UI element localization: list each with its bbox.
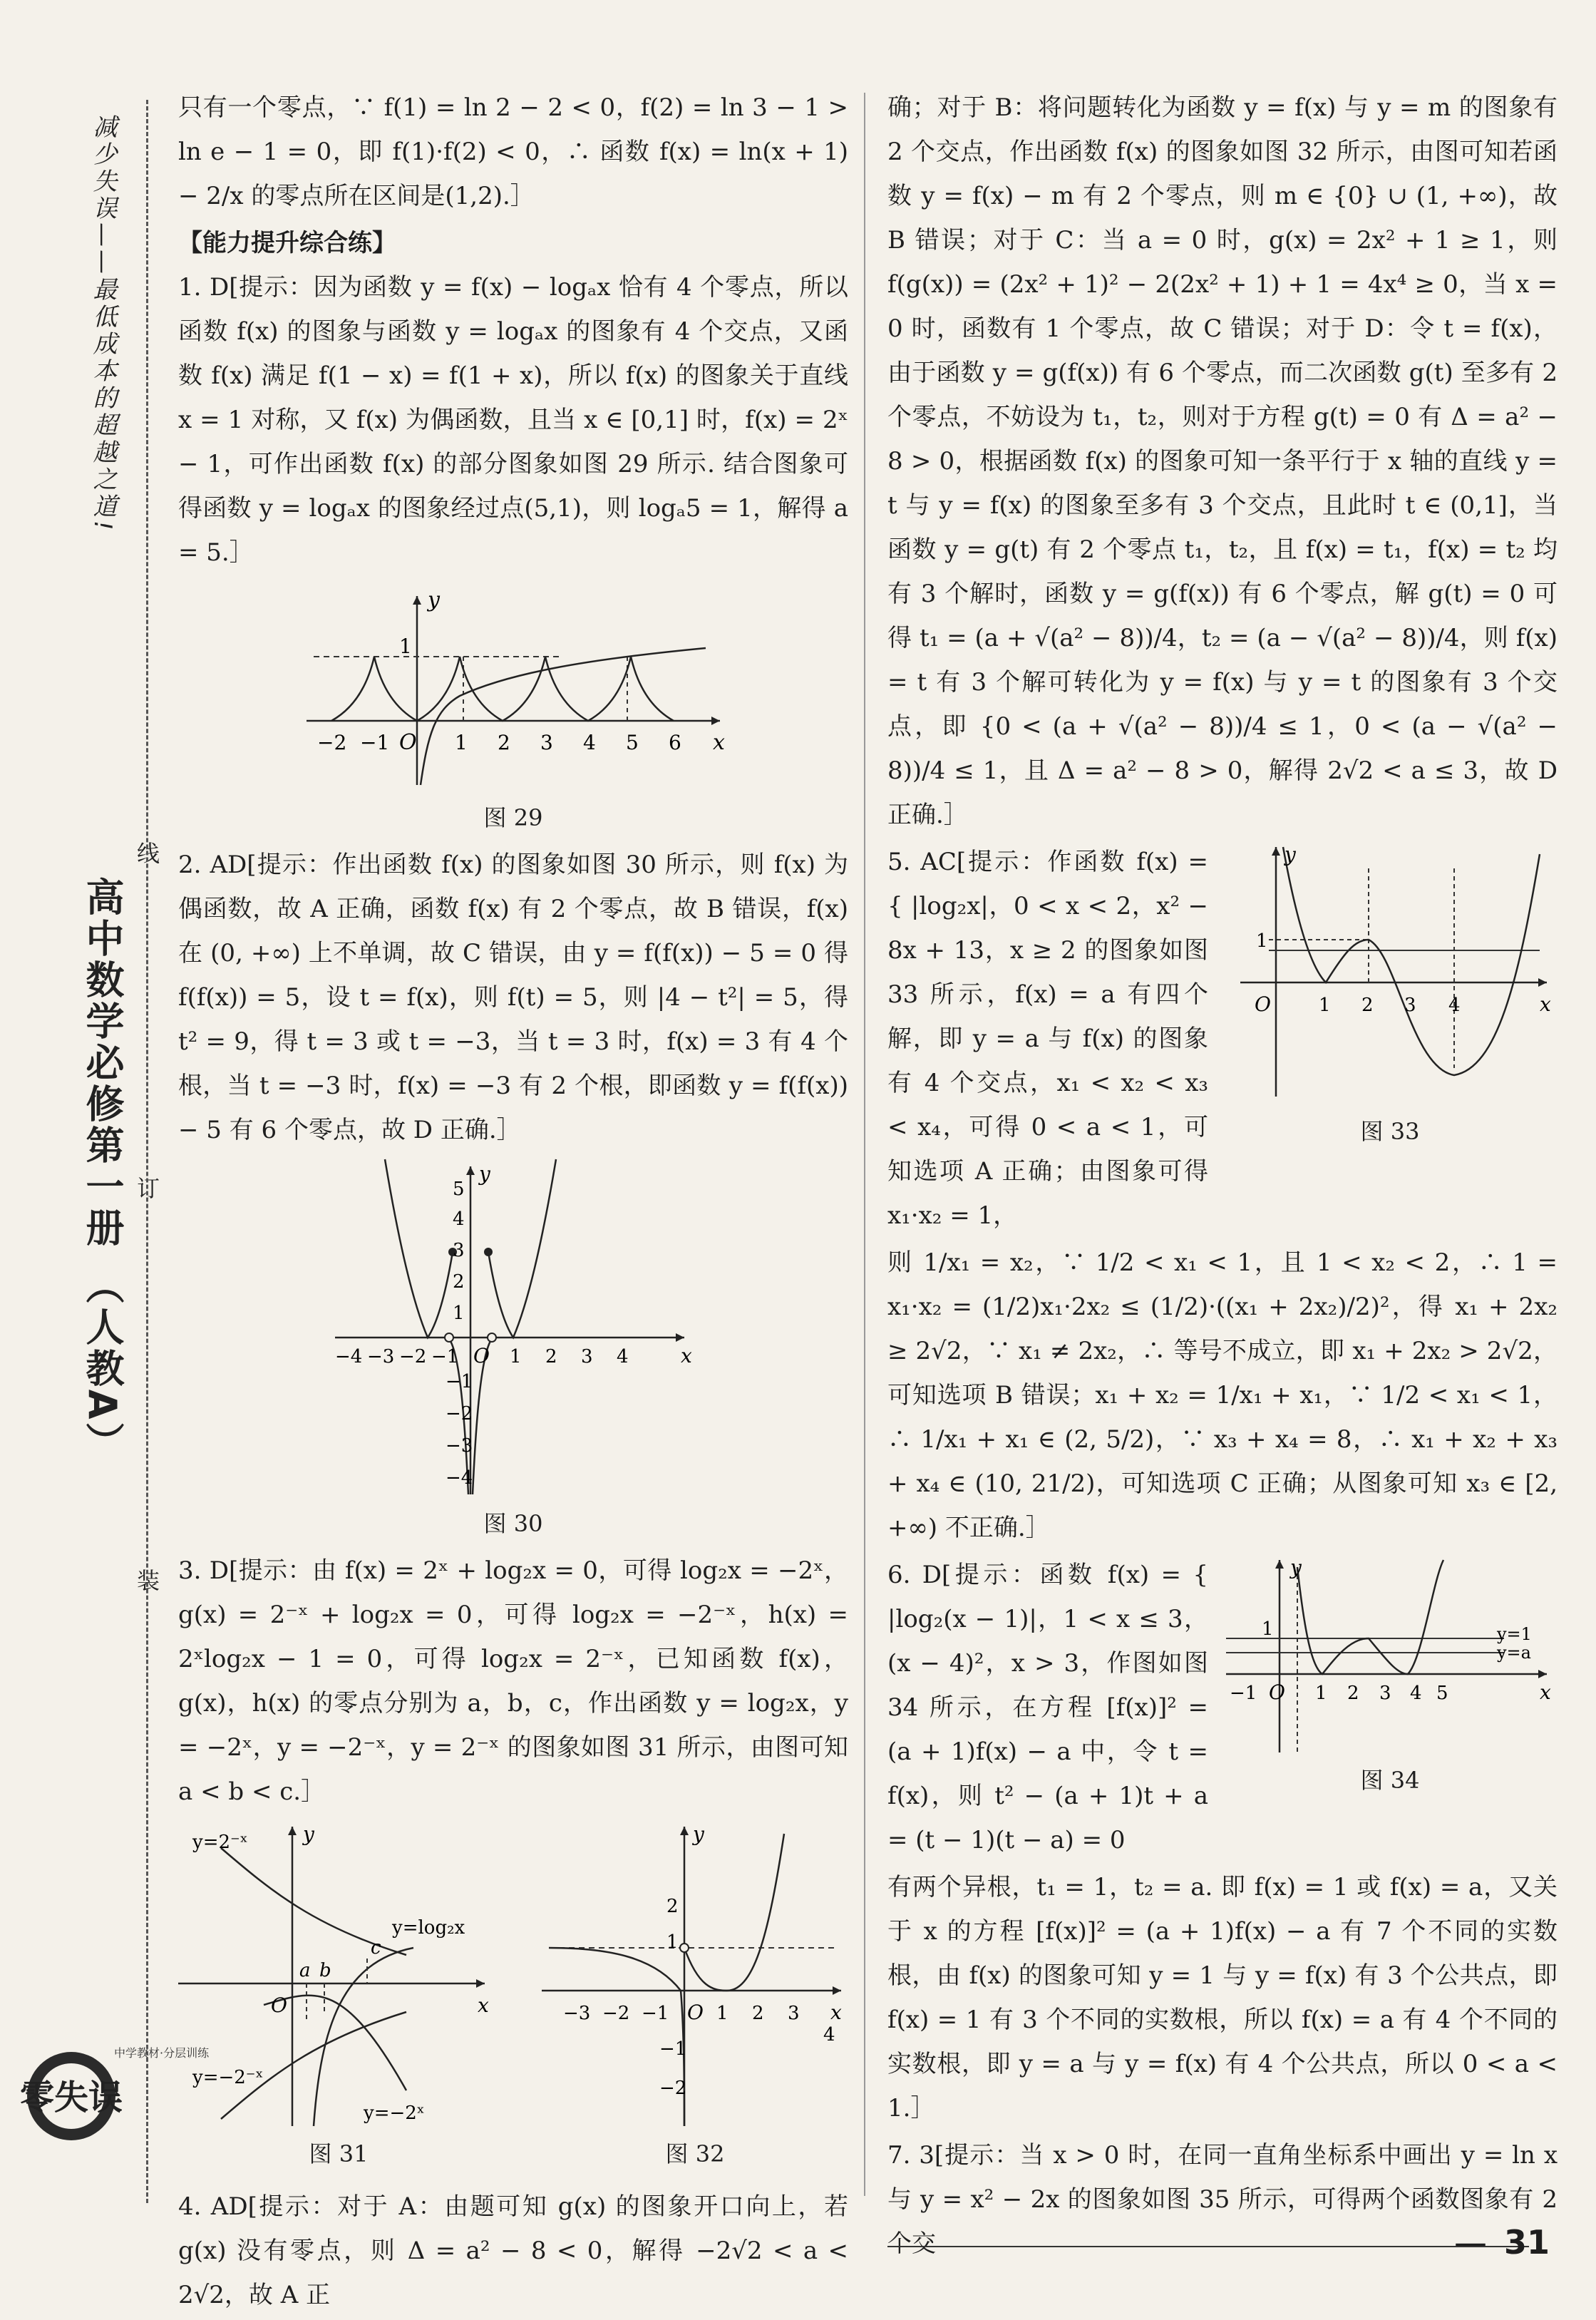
fig32-xtick: 4: [823, 2024, 835, 2046]
figure-29: [178, 582, 848, 796]
fig33-y: y: [1284, 843, 1296, 866]
fig31-label2: y=log₂x: [392, 1917, 465, 1939]
figure-33: [1222, 840, 1558, 1156]
answer-5b: 则 1/x₁ = x₂，∵ 1/2 < x₁ < 1，且 1 < x₂ < 2，∴ 1 = x₁·x₂ = (1/2)x₁·2x₂ ≤ (1/2)·((x₁ + 2x₂)/2)²，得 x₁ + 2x₂ ≥ 2√2，∵ x₁ ≠ 2x₂，∴ 等号不成立，即 x₁ + 2x₂ > 2√2，可知选项 B 错误；x₁ + x₂ = 1/x₁ + x₁，∵ 1/2 < x₁ < 1，∴ 1/x₁ + x₁ ∈ (2, 5/2)，∵ x₃ + x₄ = 8，∴ x₁ + x₂ + x₃ + x₄ ∈ (10, 21/2)，可知选项 C 正确；从图象可知 x₃ ∈ [2, +∞) 不正确.］: [887, 1248, 1558, 1542]
fig32-xtick: 1: [716, 2003, 729, 2024]
fig32-o: O: [687, 2001, 704, 2024]
fig31-y: y: [303, 1822, 314, 1846]
fig32-ytick: −1: [659, 2038, 687, 2060]
fig34-y: y: [1290, 1556, 1302, 1579]
fig30-xtick: 3: [581, 1346, 593, 1367]
right-column: [887, 86, 1558, 2269]
book-title: 高中数学必修第一册 （人教A）: [80, 877, 125, 1464]
fig34-label-ya: y=a: [1497, 1643, 1531, 1663]
fig34-tick: 3: [1379, 1683, 1391, 1704]
logo-sub: 中学教材·分层训练: [114, 2046, 210, 2060]
figure-30-graph: [328, 1159, 699, 1502]
binding-margin: [0, 0, 171, 2289]
fig32-ytick: 1: [666, 1931, 679, 1953]
fig32-x: x: [830, 2001, 842, 2024]
binding-dashed-line: [146, 100, 148, 2203]
fig32-xtick: −3: [563, 2003, 591, 2024]
page-number: 31: [1504, 2223, 1550, 2262]
right-p0: 确；对于 B：将问题转化为函数 y = f(x) 与 y = m 的图象有 2 个交点，作出函数 f(x) 的图象如图 32 所示，由图可知若函数 y = f(x) − m 有 2 个零点，则 m ∈ {0} ∪ (1, +∞)，故 B 错误；对于 C：当 a = 0 时，g(x) = 2x² + 1 ≥ 1，则 f(g(x)) = (2x² + 1)² − 2(2x² + 1) + 1 = 4x⁴ ≥ 0，当 x = 0 时，函数有 1 个零点，故 C 错误；对于 D：令 t = f(x)，由于函数 y = g(f(x)) 有 6 个零点，而二次函数 g(t) 至多有 2 个零点，不妨设为 t₁，t₂，则对于方程 g(t) = 0 有 Δ = a² − 8 > 0，根据函数 f(x) 的图象可知一条平行于 x 轴的直线 y = t 与 y = f(x) 的图象至多有 3 个交点，且此时 t ∈ (0,1]，当函数 y = g(t) 有 2 个零点 t₁，t₂，且 f(x) = t₁，f(x) = t₂ 均有 3 个解时，函数 y = g(f(x)) 有 6 个零点，解 g(t) = 0 可得 t₁ = (a + √(a² − 8))/4，t₂ = (a − √(a² − 8))/4，则 f(x) = t 有 3 个解可转化为 y = f(x) 与 y = t 的图象有 3 个交点，即 {0 < (a + √(a² − 8))/4 ≤ 1，0 < (a − √(a² − 8))/4 ≤ 1，且 Δ = a² − 8 > 0，解得 2√2 < a ≤ 3，故 D 正确.］: [887, 93, 1558, 829]
fig31-o: O: [271, 1993, 287, 2017]
fig30-xtick: −4: [335, 1346, 363, 1367]
fig30-x: x: [681, 1344, 692, 1367]
caption-33: 图 33: [1360, 1118, 1420, 1145]
fig29-tick: 1: [455, 731, 468, 754]
fig31-label1: y=2⁻ˣ: [192, 1832, 248, 1853]
fig33-tick: 4: [1448, 995, 1461, 1016]
fig30-ytick: 4: [453, 1208, 465, 1230]
fig31-label3: y=−2⁻ˣ: [192, 2067, 264, 2088]
fig30-xtick: −2: [399, 1346, 427, 1367]
left-p0: 只有一个零点，∵ f(1) = ln 2 − 2 < 0，f(2) = ln 3 − 1 > ln e − 1 = 0，即 f(1)·f(2) < 0，∴ 函数 f(x) = ln(x + 1) − 2/x 的零点所在区间是(1,2).］: [178, 93, 848, 210]
logo-text: 零失误: [19, 2078, 123, 2118]
fig30-y: y: [479, 1162, 490, 1186]
page-dash: —: [1454, 2223, 1487, 2262]
figure-32-graph: [542, 1819, 848, 2133]
fig29-tick: 4: [583, 731, 596, 754]
fig34-one: 1: [1262, 1618, 1274, 1640]
figure-34: [1222, 1553, 1558, 1805]
answer-5a: 5. AC[提示：作函数 f(x) = { |log₂x|，0 < x < 2，x² − 8x + 13，x ≥ 2 的图象如图 33 所示，f(x) = a 有四个解，即 y = a 与 f(x) 的图象有 4 个交点，x₁ < x₂ < x₃ < x₄，可得 0 < a < 1，可知选项 A 正确；由图象可得 x₁·x₂ = 1，: [887, 848, 1208, 1230]
fig31-a: a: [299, 1960, 311, 1981]
fig30-xtick: −1: [431, 1346, 459, 1367]
figures-31-32: [178, 1819, 848, 2179]
column-divider: [864, 93, 865, 2196]
fig33-tick: 2: [1361, 995, 1374, 1016]
fig30-ytick: −2: [446, 1403, 473, 1425]
fig34-tick: 5: [1436, 1683, 1448, 1704]
fig29-x: x: [713, 730, 725, 755]
fig33-o: O: [1255, 992, 1271, 1016]
fig30-ytick: −3: [446, 1435, 473, 1457]
caption-31: 图 31: [309, 2140, 369, 2167]
fig34-tick: 1: [1315, 1683, 1327, 1704]
fig29-tick: −1: [360, 731, 390, 754]
fig32-xtick: 2: [752, 2003, 764, 2024]
fig32-xtick: 3: [788, 2003, 800, 2024]
caption-29: 图 29: [483, 804, 543, 831]
caption-32: 图 32: [665, 2140, 725, 2167]
slogan: 减少失误——最低成本的超越之道!: [88, 114, 117, 533]
fig31-c: c: [371, 1937, 381, 1959]
fig29-tick: −2: [317, 731, 347, 754]
fig29-tick: 2: [498, 731, 510, 754]
fig31-label4: y=−2ˣ: [364, 2103, 425, 2124]
answer-2: 2. AD[提示：作出函数 f(x) 的图象如图 30 所示，则 f(x) 为偶函数，故 A 正确，函数 f(x) 有 2 个零点，故 B 错误，f(x) 在 (0, +∞) 上不单调，故 C 错误，由 y = f(f(x)) − 5 = 0 得 f(f(x)) = 5，设 t = f(x)，则 f(t) = 5，则 |4 − t²| = 5，得 t² = 9，得 t = 3 或 t = −3，当 t = 3 时，f(x) = 3 有 4 个根，当 t = −3 时，f(x) = −3 有 2 个根，即函数 y = f(f(x)) − 5 有 6 个零点，故 D 正确.］: [178, 851, 848, 1144]
fig33-one: 1: [1256, 930, 1268, 952]
fig29-tick: 6: [669, 731, 681, 754]
fig29-one: 1: [399, 635, 412, 658]
answer-7: 7. 3[提示：当 x > 0 时，在同一直角坐标系中画出 y = ln x 与 y = x² − 2x 的图象如图 35 所示，可得两个函数图象有 2 个交: [887, 2141, 1558, 2258]
fig29-tick: 5: [626, 731, 639, 754]
fig34-tick: 2: [1347, 1683, 1359, 1704]
left-column: [178, 86, 848, 2320]
fig32-ytick: 2: [666, 1896, 679, 1917]
fig34-tick: 4: [1410, 1683, 1422, 1704]
fig33-x: x: [1540, 992, 1551, 1016]
caption-34: 图 34: [1360, 1767, 1420, 1794]
answer-4: 4. AD[提示：对于 A：由题可知 g(x) 的图象开口向上，若 g(x) 没有零点，则 Δ = a² − 8 < 0，解得 −2√2 < a < 2√2，故 A 正: [178, 2192, 848, 2309]
brand-logo: [14, 1989, 210, 2153]
fig30-xtick: 2: [545, 1346, 557, 1367]
fig32-xtick: −1: [642, 2003, 669, 2024]
fig33-tick: 3: [1404, 995, 1416, 1016]
fig32-xtick: −2: [602, 2003, 630, 2024]
fig31-x: x: [478, 1993, 489, 2017]
figure-31-graph: [178, 1819, 499, 2133]
fig34-o: O: [1269, 1680, 1285, 1704]
fig30-ytick: 2: [453, 1271, 465, 1293]
fig30-ytick: 1: [453, 1303, 465, 1324]
fig30-xtick: −3: [367, 1346, 395, 1367]
figure-32: [542, 1819, 848, 2179]
fig30-ytick: −1: [446, 1371, 473, 1392]
fig29-o: O: [399, 730, 417, 755]
binding-mark: 订: [130, 1176, 163, 1202]
fig29-y: y: [428, 587, 440, 612]
fig33-tick: 1: [1319, 995, 1331, 1016]
fig34-tick: −1: [1230, 1683, 1257, 1704]
answer-6a: 6. D[提示：函数 f(x) = { |log₂(x − 1)|，1 < x ≤ 3，(x − 4)²，x > 3，作图如图 34 所示，在方程 [f(x)]² = (a + 1)f(x) − a 中，令 t = f(x)，则 t² − (a + 1)t + a = (t − 1)(t − a) = 0: [887, 1561, 1208, 1854]
fig30-ytick: −4: [446, 1467, 473, 1489]
answer-6b: 有两个异根，t₁ = 1，t₂ = a. 即 f(x) = 1 或 f(x) = a，又关于 x 的方程 [f(x)]² = (a + 1)f(x) − a 有 7 个不同的实数根，由 f(x) 的图象可知 y = 1 与 y = f(x) 有 3 个公共点，即 f(x) = 1 有 3 个不同的实数根，所以 f(x) = a 有 4 个不同的实数根，即 y = a 与 y = f(x) 有 4 个公共点，所以 0 < a < 1.］: [887, 1873, 1558, 2123]
fig30-o: O: [473, 1344, 490, 1367]
figure-34-graph: [1226, 1553, 1554, 1760]
fig30-xtick: 4: [617, 1346, 629, 1367]
fig29-tick: 3: [540, 731, 553, 754]
fig30-ytick: 3: [453, 1240, 465, 1261]
caption-30: 图 30: [483, 1510, 543, 1537]
fig34-label-y1: y=1: [1497, 1624, 1532, 1644]
answer-1: 1. D[提示：因为函数 y = f(x) − logₐx 恰有 4 个零点，所以函数 f(x) 的图象与函数 y = logₐx 的图象有 4 个交点，又函数 f(x) 满足 f(1 − x) = f(1 + x)，所以 f(x) 的图象关于直线 x = 1 对称，又 f(x) 为偶函数，且当 x ∈ [0,1] 时，f(x) = 2ˣ − 1，可作出函数 f(x) 的部分图象如图 29 所示. 结合图象可得函数 y = logₐx 的图象经过点(5,1)，则 logₐ5 = 1，解得 a = 5.］: [178, 273, 848, 567]
footer-rule: [887, 2246, 1529, 2247]
fig31-b: b: [319, 1960, 331, 1981]
cut-line-mark: 线: [130, 841, 163, 867]
fig34-x: x: [1540, 1680, 1551, 1704]
figure-30: [178, 1159, 848, 1502]
fig32-y: y: [693, 1822, 704, 1846]
answer-3: 3. D[提示：由 f(x) = 2ˣ + log₂x = 0，可得 log₂x = −2ˣ，g(x) = 2⁻ˣ + log₂x = 0，可得 log₂x = −2⁻ˣ，h(x) = 2ˣlog₂x − 1 = 0，可得 log₂x = 2⁻ˣ，已知函数 f(x)，g(x)，h(x) 的零点分别为 a，b，c，作出函数 y = log₂x，y = −2ˣ，y = −2⁻ˣ，y = 2⁻ˣ 的图象如图 31 所示，由图可知 a < b < c.］: [178, 1556, 848, 1806]
figure-29-graph: [292, 582, 734, 796]
fold-mark: 装: [130, 1569, 163, 1594]
section-heading: 【能力提升综合练】: [178, 229, 396, 257]
figure-33-graph: [1226, 840, 1554, 1111]
figure-31: [178, 1819, 499, 2179]
fig30-ytick: 5: [453, 1179, 465, 1200]
fig32-ytick: −2: [659, 2078, 687, 2099]
fig30-xtick: 1: [510, 1346, 522, 1367]
